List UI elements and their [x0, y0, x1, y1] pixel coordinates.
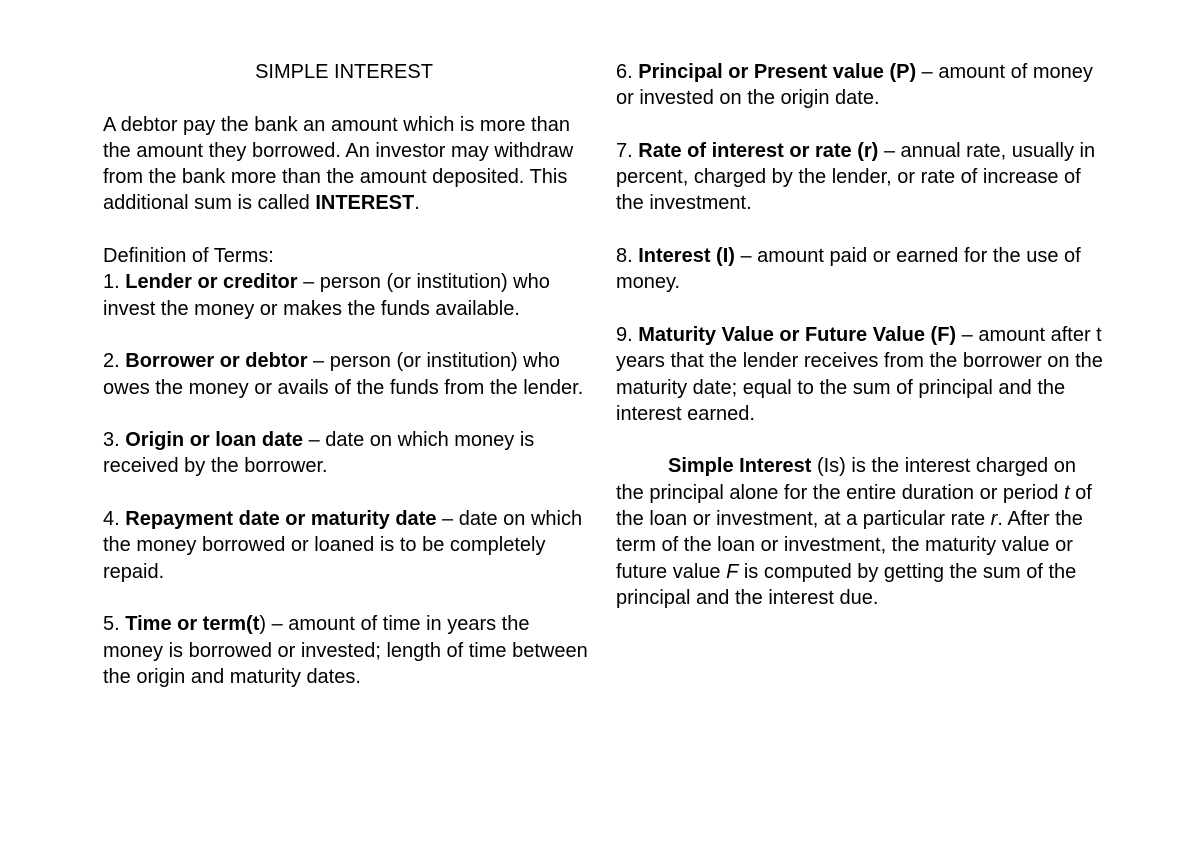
intro-text: A debtor pay the bank an amount which is more than the amount they borrowed. An investor may withdraw from the bank more than the amount deposited. This additional sum is called [103, 113, 574, 215]
definition-item-8 [616, 243, 1106, 296]
definition-term: Borrower or debtor [125, 350, 308, 373]
definition-number: 1. [103, 271, 126, 294]
simple-interest-text: . After the term of the loan or investment, the maturity value or future value [616, 508, 1083, 583]
definition-number: 5. [103, 613, 126, 636]
definition-item-2 [103, 348, 593, 401]
definition-number: 2. [103, 350, 126, 373]
simple-interest-term: Simple Interest [668, 455, 812, 478]
definition-term: Origin or loan date [125, 429, 304, 452]
definition-number: 8. [616, 245, 639, 268]
definition-text: – amount paid or earned for the use of money. [616, 245, 1081, 294]
definition-number: 6. [616, 61, 639, 83]
variable-t: t [1064, 481, 1070, 504]
variable-r: r [990, 508, 998, 531]
definition-term: Maturity Value or Future Value (F) [638, 323, 957, 346]
definition-item-4 [103, 506, 593, 585]
definition-text: – date on which money is received by the borrower. [103, 429, 535, 478]
definition-term: Lender or creditor [125, 271, 298, 294]
definition-text: – amount of money or invested on the origin date. [616, 61, 1093, 110]
right-column [616, 59, 1106, 611]
intro-bold-term: INTEREST [315, 192, 415, 215]
definition-item-3 [103, 427, 593, 480]
definition-text: ) – amount of time in years the money is borrowed or invested; length of time between the origin and maturity dates. [103, 613, 588, 688]
definition-text: – person (or institution) who owes the money or avails of the funds from the lender. [103, 350, 584, 399]
definition-term: Principal or Present value (P) [638, 61, 917, 83]
definition-number: 3. [103, 429, 126, 452]
page-title: SIMPLE INTEREST [255, 61, 433, 83]
definition-item-1 [103, 269, 593, 322]
variable-f: F [726, 560, 739, 583]
simple-interest-text: of the loan or investment, at a particular rate [616, 481, 1092, 531]
definition-item-9 [616, 322, 1106, 427]
definition-text: – annual rate, usually in percent, charged by the lender, or rate of increase of the investment. [616, 139, 1096, 215]
intro-end: . [414, 192, 420, 215]
definition-term: Time or term(t [125, 613, 260, 636]
definition-item-6 [616, 59, 1106, 112]
definition-number: 9. [616, 323, 639, 346]
simple-interest-text: (Is) is the interest charged on the principal alone for the entire duration or period [616, 455, 1076, 504]
intro-paragraph [103, 112, 593, 217]
left-column [103, 59, 593, 690]
simple-interest-paragraph [616, 453, 1106, 611]
definition-term: Repayment date or maturity date [125, 508, 437, 531]
definition-term: Rate of interest or rate (r) [638, 139, 879, 162]
definition-text: – person (or institution) who invest the money or makes the funds available. [103, 271, 550, 320]
definition-item-5 [103, 611, 593, 690]
definition-item-7 [616, 138, 1106, 217]
definition-text: – amount after t years that the lender receives from the borrower on the maturity date; equal to the sum of principal and the interest earned. [616, 323, 1103, 425]
definition-term: Interest (I) [638, 245, 735, 268]
definition-text: – date on which the money borrowed or loaned is to be completely repaid. [103, 508, 583, 583]
definitions-heading: Definition of Terms: [103, 245, 274, 268]
definition-number: 4. [103, 508, 126, 531]
simple-interest-text: is computed by getting the sum of the principal and the interest due. [616, 560, 1077, 609]
definition-number: 7. [616, 139, 639, 162]
